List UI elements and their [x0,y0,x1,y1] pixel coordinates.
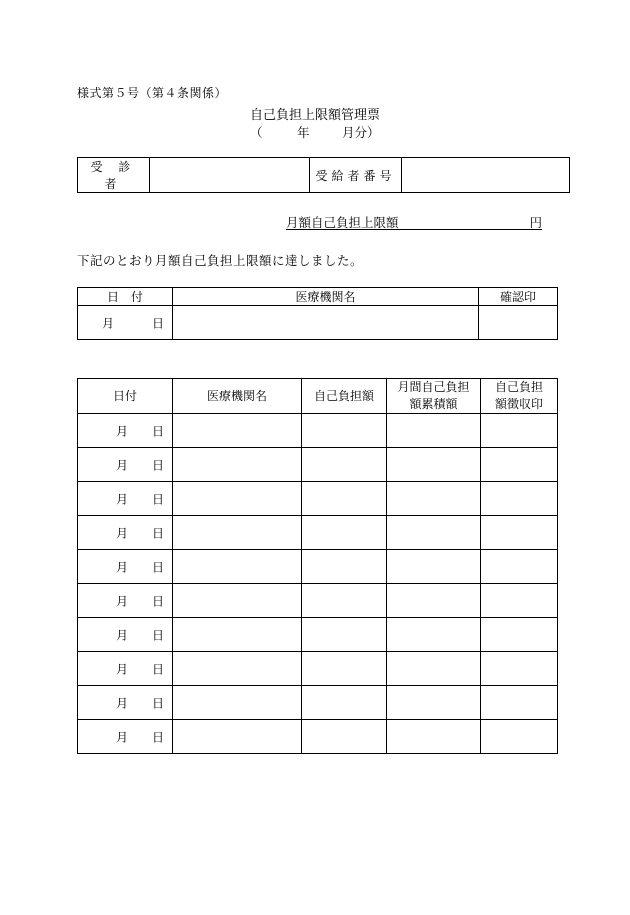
monthly-limit-unit: 円 [529,215,542,230]
records-copay-header: 自己負担額 [302,379,387,414]
record-cumulative-cell[interactable] [387,550,481,584]
record-institution-cell[interactable] [173,414,302,448]
form-number: 様式第５号（第４条関係） [77,86,228,100]
month-label: 月 [116,526,129,540]
period-month-label: 月分） [342,125,380,140]
record-seal-cell[interactable] [481,550,558,584]
record-institution-cell[interactable] [173,550,302,584]
records-seal-header [481,379,558,414]
table-row [78,516,558,550]
record-cumulative-cell[interactable] [387,516,481,550]
confirmation-date-cell[interactable] [78,306,173,340]
record-institution-cell[interactable] [173,618,302,652]
period-open-paren: （ [250,125,263,140]
day-label: 日 [151,526,164,540]
table-row [78,414,558,448]
day-label: 日 [151,492,164,506]
record-copay-cell[interactable] [302,686,387,720]
record-seal-cell[interactable] [481,482,558,516]
record-cumulative-cell[interactable] [387,482,481,516]
day-label: 日 [151,424,164,438]
period-line [250,123,390,139]
record-cumulative-cell[interactable] [387,652,481,686]
record-institution-cell[interactable] [173,584,302,618]
record-cumulative-cell[interactable] [387,584,481,618]
record-date-cell[interactable] [78,550,173,584]
records-seal-header-line2: 額徴収印 [494,397,543,411]
table-row [78,584,558,618]
month-label: 月 [116,696,129,710]
patient-info-table [77,157,570,193]
record-copay-cell[interactable] [302,414,387,448]
monthly-limit-line [286,213,542,230]
record-seal-cell[interactable] [481,584,558,618]
month-label: 月 [116,424,129,438]
records-date-header: 日付 [78,379,173,414]
record-copay-cell[interactable] [302,720,387,754]
confirmation-seal-cell[interactable] [479,306,558,340]
day-label: 日 [151,560,164,574]
table-row [78,652,558,686]
record-copay-cell[interactable] [302,448,387,482]
records-institution-header: 医療機関名 [173,379,302,414]
day-label: 日 [151,316,164,330]
limit-confirmation-table [77,287,558,340]
monthly-limit-label: 月額自己負担上限額 [286,215,399,230]
period-year-label: 年 [297,125,310,140]
recipient-number-field[interactable] [402,158,570,193]
record-copay-cell[interactable] [302,482,387,516]
day-label: 日 [151,628,164,642]
page-title: 自己負担上限額管理票 [249,108,380,123]
month-label: 月 [116,492,129,506]
record-seal-cell[interactable] [481,686,558,720]
record-copay-cell[interactable] [302,584,387,618]
record-seal-cell[interactable] [481,720,558,754]
record-copay-cell[interactable] [302,550,387,584]
record-date-cell[interactable] [78,686,173,720]
day-label: 日 [151,696,164,710]
recipient-number-label: 受給者番号 [310,158,402,193]
record-cumulative-cell[interactable] [387,414,481,448]
records-seal-header-line1: 自己負担 [494,380,543,394]
record-institution-cell[interactable] [173,652,302,686]
copay-records-table [77,378,558,754]
record-date-cell[interactable] [78,652,173,686]
record-institution-cell[interactable] [173,720,302,754]
record-copay-cell[interactable] [302,618,387,652]
table-row [78,686,558,720]
record-date-cell[interactable] [78,720,173,754]
month-label: 月 [116,560,129,574]
day-label: 日 [151,662,164,676]
confirmation-date-header: 日 付 [78,288,173,306]
confirmation-institution-header: 医療機関名 [173,288,479,306]
record-cumulative-cell[interactable] [387,686,481,720]
month-label: 月 [116,662,129,676]
record-seal-cell[interactable] [481,448,558,482]
record-institution-cell[interactable] [173,448,302,482]
record-copay-cell[interactable] [302,652,387,686]
record-copay-cell[interactable] [302,516,387,550]
record-cumulative-cell[interactable] [387,720,481,754]
record-date-cell[interactable] [78,516,173,550]
table-row [78,550,558,584]
record-seal-cell[interactable] [481,414,558,448]
record-institution-cell[interactable] [173,516,302,550]
record-seal-cell[interactable] [481,652,558,686]
limit-reached-notice: 下記のとおり月額自己負担上限額に達しました。 [77,253,364,268]
month-label: 月 [102,316,115,330]
records-cumulative-header-line1: 月間自己負担 [397,380,470,394]
record-cumulative-cell[interactable] [387,448,481,482]
confirmation-seal-header: 確認印 [479,288,558,306]
patient-name-field[interactable] [150,158,310,193]
table-row [78,482,558,516]
table-row [78,618,558,652]
records-cumulative-header [387,379,481,414]
record-institution-cell[interactable] [173,482,302,516]
record-date-cell[interactable] [78,618,173,652]
month-label: 月 [116,458,129,472]
record-seal-cell[interactable] [481,618,558,652]
record-date-cell[interactable] [78,448,173,482]
day-label: 日 [151,458,164,472]
patient-label: 受 診 者 [78,158,150,193]
record-date-cell[interactable] [78,414,173,448]
month-label: 月 [116,594,129,608]
record-institution-cell[interactable] [173,686,302,720]
record-date-cell[interactable] [78,584,173,618]
records-cumulative-header-line2: 額累積額 [409,397,458,411]
table-row [78,720,558,754]
record-date-cell[interactable] [78,482,173,516]
month-label: 月 [116,628,129,642]
record-cumulative-cell[interactable] [387,618,481,652]
month-label: 月 [116,730,129,744]
day-label: 日 [151,594,164,608]
day-label: 日 [151,730,164,744]
record-seal-cell[interactable] [481,516,558,550]
confirmation-institution-cell[interactable] [173,306,479,340]
table-row [78,448,558,482]
